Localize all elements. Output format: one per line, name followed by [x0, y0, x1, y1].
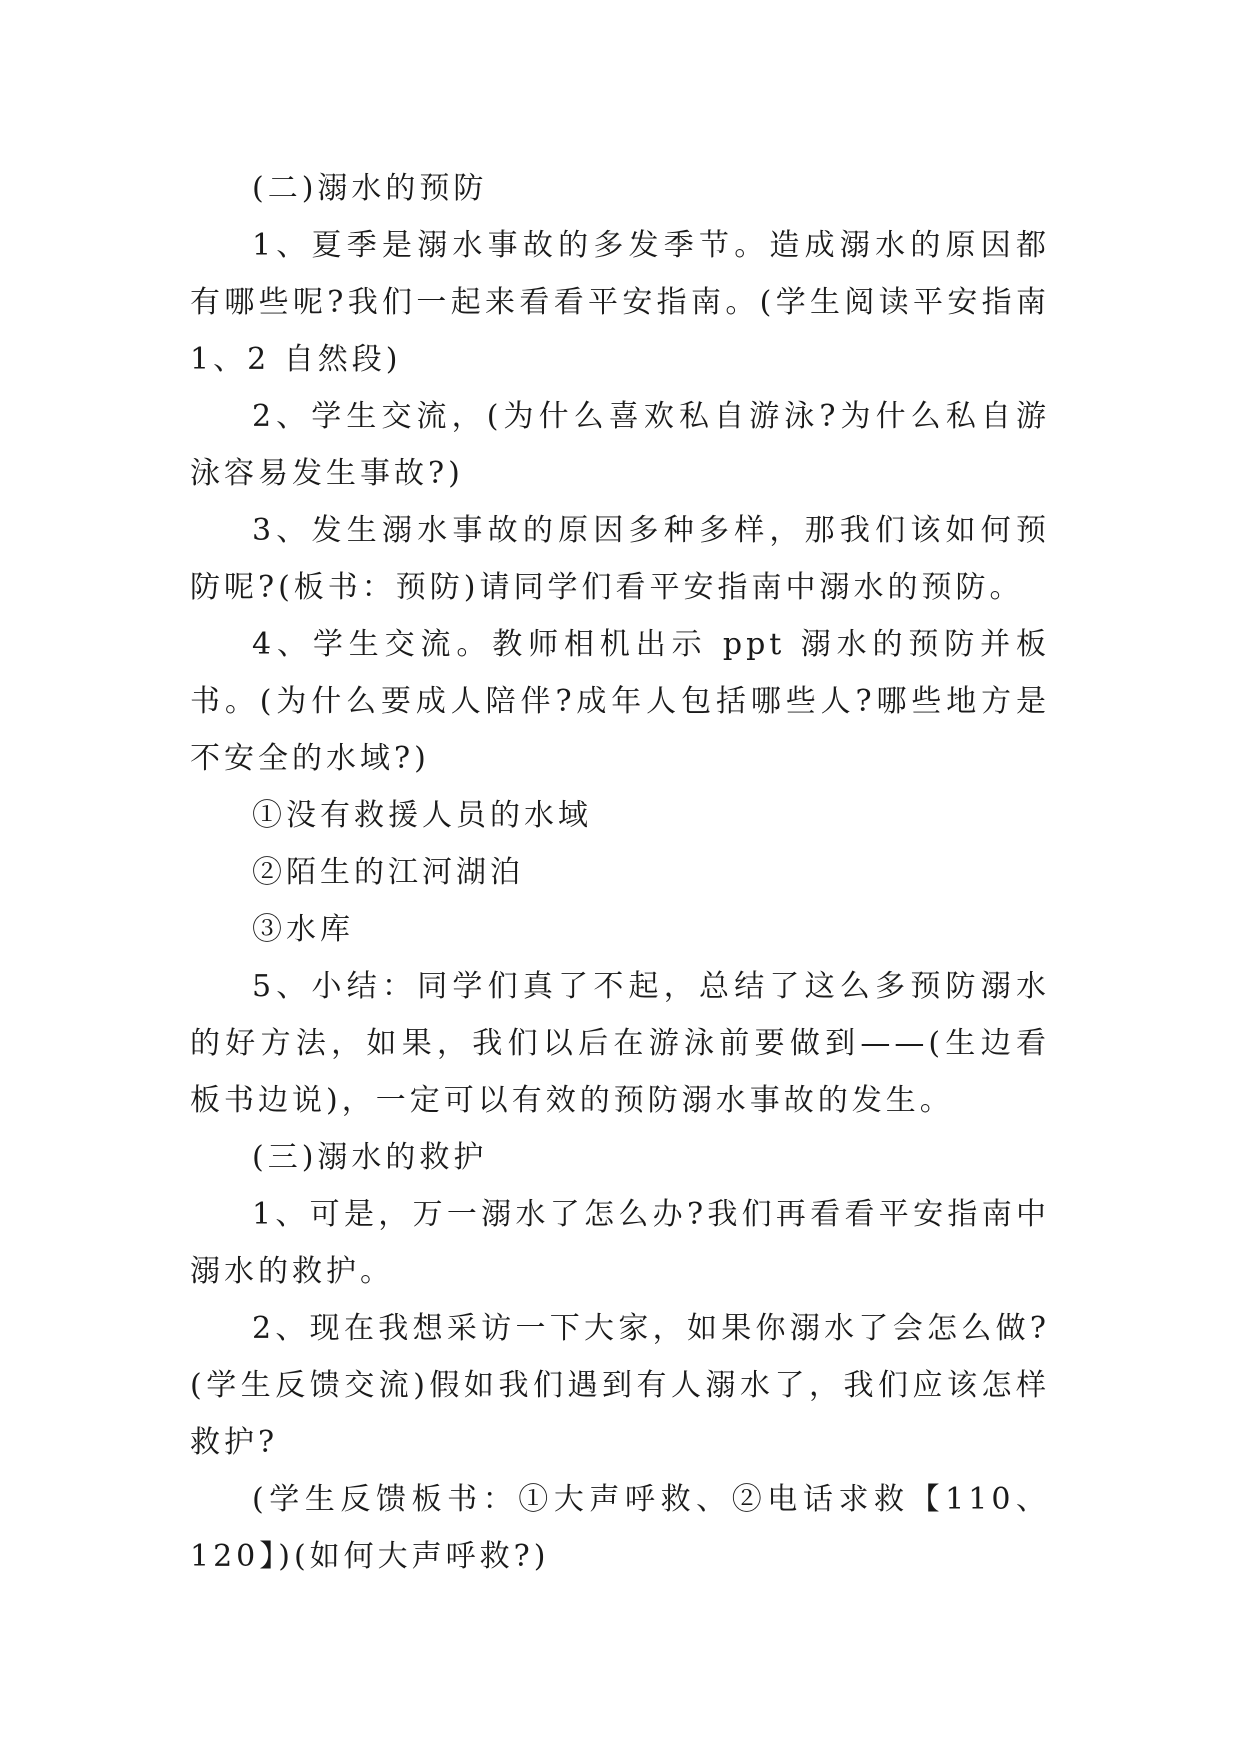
paragraph: 4、学生交流。教师相机出示 ppt 溺水的预防并板书。(为什么要成人陪伴?成年人包括哪些人?哪些地方是不安全的水域?) [190, 627, 1050, 776]
paragraph: (学生反馈板书：①大声呼救、②电话求救【110、120】)(如何大声呼救?) [190, 1482, 1050, 1574]
paragraph: 3、发生溺水事故的原因多种多样，那我们该如何预防呢?(板书：预防)请同学们看平安指南中溺水的预防。 [190, 513, 1050, 605]
list-item: ①没有救援人员的水域 [252, 798, 592, 833]
section-heading-drowning-rescue: (三)溺水的救护 [252, 1140, 488, 1175]
paragraph: 5、小结：同学们真了不起，总结了这么多预防溺水的好方法，如果，我们以后在游泳前要做到——(生边看板书边说)，一定可以有效的预防溺水事故的发生。 [190, 969, 1050, 1118]
list-item: ②陌生的江河湖泊 [252, 855, 524, 890]
paragraph: 1、夏季是溺水事故的多发季节。造成溺水的原因都有哪些呢?我们一起来看看平安指南。(学生阅读平安指南 1、2 自然段) [190, 228, 1050, 377]
paragraph: 2、学生交流，(为什么喜欢私自游泳?为什么私自游泳容易发生事故?) [190, 399, 1050, 491]
paragraph: 1、可是，万一溺水了怎么办?我们再看看平安指南中溺水的救护。 [190, 1197, 1050, 1289]
paragraph: 2、现在我想采访一下大家，如果你溺水了会怎么做?(学生反馈交流)假如我们遇到有人溺水了，我们应该怎样救护? [190, 1311, 1050, 1460]
section-heading-drowning-prevention: (二)溺水的预防 [252, 171, 488, 206]
list-item: ③水库 [252, 912, 354, 947]
document-body [190, 160, 1050, 1585]
